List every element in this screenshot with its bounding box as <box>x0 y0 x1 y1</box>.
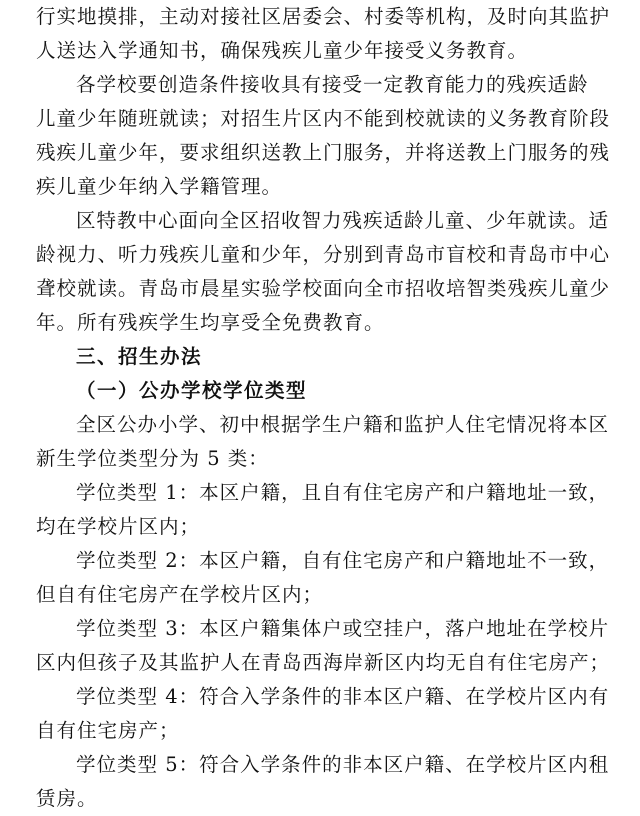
text-line: 均在学校片区内； <box>36 515 201 538</box>
text-line: 疾儿童少年纳入学籍管理。 <box>36 175 283 198</box>
text-line: 新生学位类型分为 5 类： <box>36 447 269 470</box>
text-line: 儿童少年随班就读；对招生片区内不能到校就读的义务教育阶段 <box>36 107 611 130</box>
text-line: 人送达入学通知书，确保残疾儿童少年接受义务教育。 <box>36 39 529 62</box>
text-line: 学位类型 1：本区户籍，且自有住宅房产和户籍地址一致， <box>76 481 610 504</box>
text-line: 残疾儿童少年，要求组织送教上门服务，并将送教上门服务的残 <box>36 141 611 164</box>
text-line: 各学校要创造条件接收具有接受一定教育能力的残疾适龄 <box>76 73 589 96</box>
text-line: 学位类型 4：符合入学条件的非本区户籍、在学校片区内有 <box>76 685 610 708</box>
text-line: 但自有住宅房产在学校片区内； <box>36 583 324 606</box>
text-line: 赁房。 <box>36 787 98 810</box>
text-line: 区内但孩子及其监护人在青岛西海岸新区内均无自有住宅房产； <box>36 651 611 674</box>
text-line: 自有住宅房产； <box>36 719 180 742</box>
subsection-heading: （一）公办学校学位类型 <box>76 379 308 402</box>
text-line: 聋校就读。青岛市晨星实验学校面向全市招收培智类残疾儿童少 <box>36 277 611 300</box>
text-line: 龄视力、听力残疾儿童和少年，分别到青岛市盲校和青岛市中心 <box>36 243 611 266</box>
text-line: 年。所有残疾学生均享受全免费教育。 <box>36 311 385 334</box>
text-line: 学位类型 2：本区户籍，自有住宅房产和户籍地址不一致， <box>76 549 610 572</box>
text-line: 行实地摸排，主动对接社区居委会、村委等机构，及时向其监护 <box>36 5 611 28</box>
text-line: 学位类型 3：本区户籍集体户或空挂户，落户地址在学校片 <box>76 617 610 640</box>
text-line: 学位类型 5：符合入学条件的非本区户籍、在学校片区内租 <box>76 753 610 776</box>
section-heading: 三、招生办法 <box>76 345 203 368</box>
text-line: 区特教中心面向全区招收智力残疾适龄儿童、少年就读。适 <box>76 209 610 232</box>
text-line: 全区公办小学、初中根据学生户籍和监护人住宅情况将本区 <box>76 413 610 436</box>
